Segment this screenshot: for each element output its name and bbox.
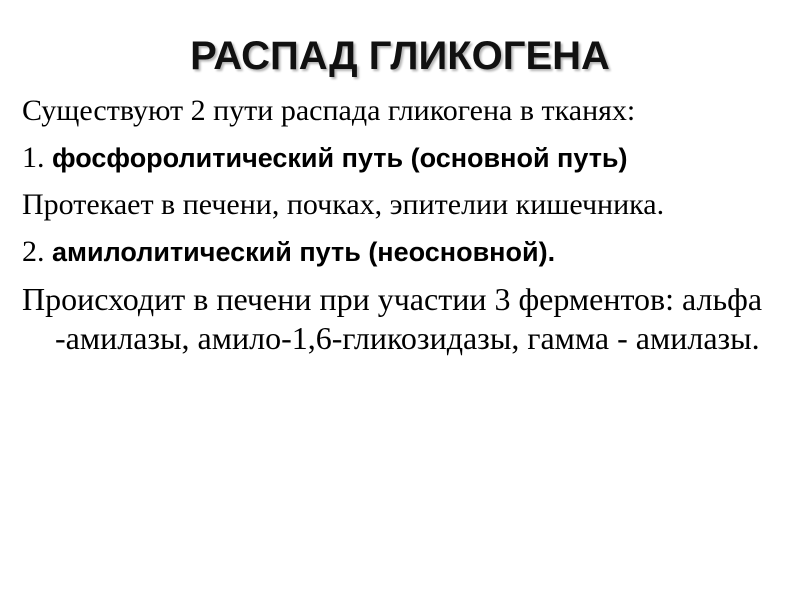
list-number: 2. — [22, 235, 52, 268]
paragraph-intro — [22, 92, 782, 130]
paragraph-text: Происходит в печени при участии 3 ферментов: альфа -амилазы, амило-1,6-гликозидазы, гамма - амилазы. — [22, 281, 763, 356]
path-2-name: амилолитический путь (неосновной). — [52, 237, 556, 267]
paragraph-path-2-details — [22, 280, 782, 358]
paragraph-path-1-location — [22, 186, 782, 224]
paragraph-text: Существуют 2 пути распада гликогена в тканях: — [22, 94, 636, 127]
paragraph-path-1 — [22, 139, 782, 177]
paragraph-path-2 — [22, 233, 782, 271]
path-1-name: фосфоролитический путь (основной путь) — [52, 143, 628, 173]
list-number: 1. — [22, 141, 52, 174]
slide-body — [22, 92, 782, 358]
paragraph-text: Протекает в печени, почках, эпителии кишечника. — [22, 188, 665, 221]
slide-title: РАСПАД ГЛИКОГЕНА — [190, 34, 610, 78]
